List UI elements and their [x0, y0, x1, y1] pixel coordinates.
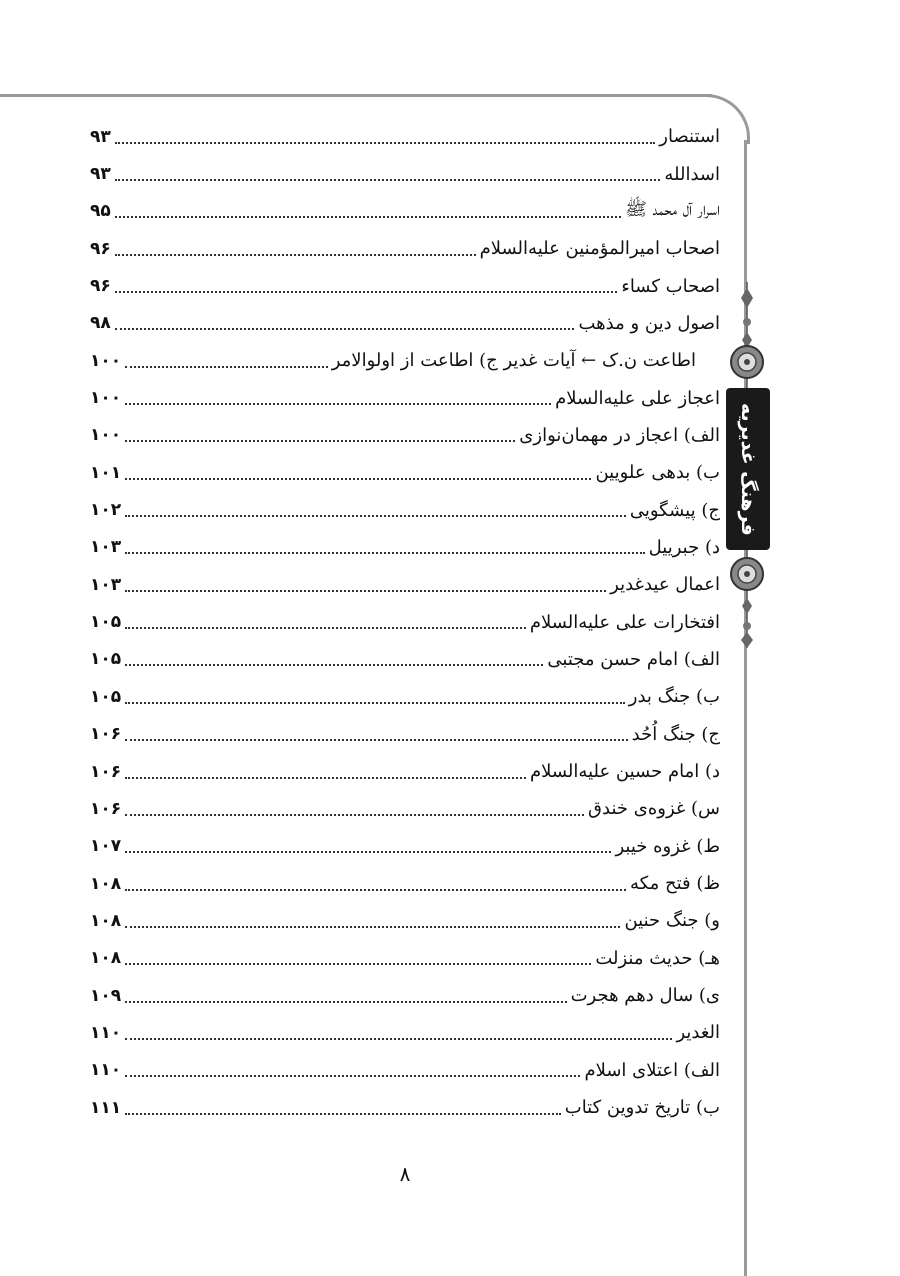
dot-leader — [125, 478, 591, 480]
toc-entry — [90, 902, 720, 939]
toc-label: و) جنگ حنین — [624, 910, 720, 932]
page-frame-top — [0, 94, 712, 97]
toc-page-number: ۱۰۸ — [90, 873, 122, 894]
toc-label: اسرار آل محمد ﷺ — [625, 199, 720, 221]
dot-leader — [125, 1075, 580, 1077]
side-title-banner — [726, 388, 770, 550]
toc-page-number: ۱۰۸ — [90, 948, 122, 969]
toc-entry — [90, 230, 720, 267]
toc-entry — [90, 716, 720, 753]
toc-entry — [90, 977, 720, 1014]
toc-entry — [90, 940, 720, 977]
toc-entry — [90, 603, 720, 640]
toc-label: الغدیر — [676, 1022, 720, 1044]
dot-leader — [125, 777, 526, 779]
toc-entry — [90, 342, 720, 379]
dot-leader — [125, 515, 626, 517]
dot-leader — [115, 142, 656, 144]
toc-page-number: ۱۰۱ — [90, 462, 122, 483]
toc-page-number: ۱۰۷ — [90, 836, 122, 857]
toc-label: اصحاب امیرالمؤمنین علیه‌السلام — [479, 238, 720, 260]
table-of-contents — [90, 118, 720, 1126]
toc-entry — [90, 790, 720, 827]
toc-page-number: ۱۱۰ — [90, 1022, 122, 1043]
toc-page-number: ۱۱۱ — [90, 1097, 122, 1118]
toc-entry — [90, 193, 720, 230]
toc-label: الف) اعجاز در مهمان‌نوازی — [519, 424, 720, 446]
dot-leader — [125, 590, 606, 592]
toc-label: ب) جنگ بدر — [628, 686, 720, 708]
toc-label: ی) سال دهم هجرت — [570, 985, 720, 1007]
dot-leader — [125, 926, 620, 928]
toc-entry — [90, 454, 720, 491]
toc-page-number: ۱۰۰ — [90, 350, 122, 371]
toc-label: اعجاز علی علیه‌السلام — [555, 387, 720, 409]
dot-leader — [125, 664, 543, 666]
dot-leader — [125, 851, 611, 853]
toc-page-number: ۹۶ — [90, 276, 111, 297]
toc-label: اسدالله — [664, 163, 720, 185]
dot-leader — [125, 1001, 566, 1003]
dot-leader — [125, 403, 551, 405]
toc-page-number: ۱۰۵ — [90, 649, 122, 670]
toc-entry — [90, 566, 720, 603]
dot-leader — [125, 814, 584, 816]
toc-page-number: ۱۰۶ — [90, 724, 122, 745]
side-title: فرهنگ غدیریه — [737, 402, 759, 536]
dot-leader — [125, 1113, 561, 1115]
toc-label: اطاعت ن.ک ← آیات غدیر ج) اطاعت از اولوالامر — [331, 350, 696, 372]
dot-leader — [125, 963, 591, 965]
toc-page-number: ۱۰۸ — [90, 910, 122, 931]
toc-page-number: ۱۰۶ — [90, 798, 122, 819]
page-number: ۸ — [399, 1162, 411, 1186]
toc-page-number: ۱۰۰ — [90, 388, 122, 409]
toc-page-number: ۱۰۶ — [90, 761, 122, 782]
toc-label: ج) جنگ اُحُد — [631, 723, 720, 745]
toc-label: اعمال عیدغدیر — [610, 574, 720, 596]
toc-entry — [90, 379, 720, 416]
toc-label: د) امام حسین علیه‌السلام — [529, 761, 720, 783]
toc-page-number: ۱۰۳ — [90, 537, 122, 558]
toc-page-number: ۹۵ — [90, 201, 111, 222]
dot-leader — [125, 739, 628, 741]
dot-leader — [115, 328, 575, 330]
toc-page-number: ۱۰۲ — [90, 500, 122, 521]
toc-label: افتخارات علی علیه‌السلام — [529, 611, 720, 633]
toc-entry — [90, 865, 720, 902]
toc-page-number: ۹۳ — [90, 126, 111, 147]
toc-page-number: ۱۰۵ — [90, 686, 122, 707]
toc-label: اصول دین و مذهب — [578, 312, 720, 334]
toc-page-number: ۱۰۳ — [90, 574, 122, 595]
toc-entry — [90, 118, 720, 155]
toc-label: ب) تاریخ تدوین کتاب — [564, 1097, 720, 1119]
toc-label: اصحاب کساء — [621, 275, 720, 297]
dot-leader — [125, 627, 526, 629]
toc-label: ط) غزوه خیبر — [615, 835, 720, 857]
dot-leader — [115, 254, 476, 256]
toc-entry — [90, 1089, 720, 1126]
toc-entry — [90, 753, 720, 790]
toc-label: د) جبرییل — [648, 536, 720, 558]
toc-entry — [90, 305, 720, 342]
dot-leader — [125, 440, 515, 442]
dot-leader — [125, 1038, 672, 1040]
dot-leader — [125, 552, 645, 554]
dot-leader — [115, 216, 621, 218]
toc-page-number: ۹۸ — [90, 313, 111, 334]
toc-label: استنصار — [659, 126, 720, 148]
toc-page-number: ۱۱۰ — [90, 1060, 122, 1081]
toc-entry — [90, 491, 720, 528]
toc-entry — [90, 1052, 720, 1089]
dot-leader — [115, 291, 618, 293]
toc-entry — [90, 828, 720, 865]
toc-label: الف) اعتلای اسلام — [584, 1059, 720, 1081]
dot-leader — [125, 702, 625, 704]
toc-page-number: ۹۳ — [90, 164, 111, 185]
toc-entry — [90, 678, 720, 715]
dot-leader — [125, 889, 626, 891]
toc-entry — [90, 529, 720, 566]
toc-label: س) غزوه‌ی خندق — [588, 798, 720, 820]
toc-page-number: ۱۰۹ — [90, 985, 122, 1006]
dot-leader — [115, 179, 661, 181]
toc-label: هـ) حدیث منزلت — [595, 947, 720, 969]
toc-page-number: ۱۰۵ — [90, 612, 122, 633]
toc-label: ب) بدهی علویین — [595, 462, 720, 484]
toc-entry — [90, 1014, 720, 1051]
toc-label: ظ) فتح مکه — [630, 873, 720, 895]
toc-label: ج) پیشگویی — [629, 499, 720, 521]
toc-entry — [90, 267, 720, 304]
toc-label: الف) امام حسن مجتبی — [547, 648, 720, 670]
toc-entry — [90, 417, 720, 454]
toc-entry — [90, 641, 720, 678]
toc-entry — [90, 155, 720, 192]
toc-page-number: ۹۶ — [90, 238, 111, 259]
dot-leader — [125, 366, 328, 368]
toc-page-number: ۱۰۰ — [90, 425, 122, 446]
